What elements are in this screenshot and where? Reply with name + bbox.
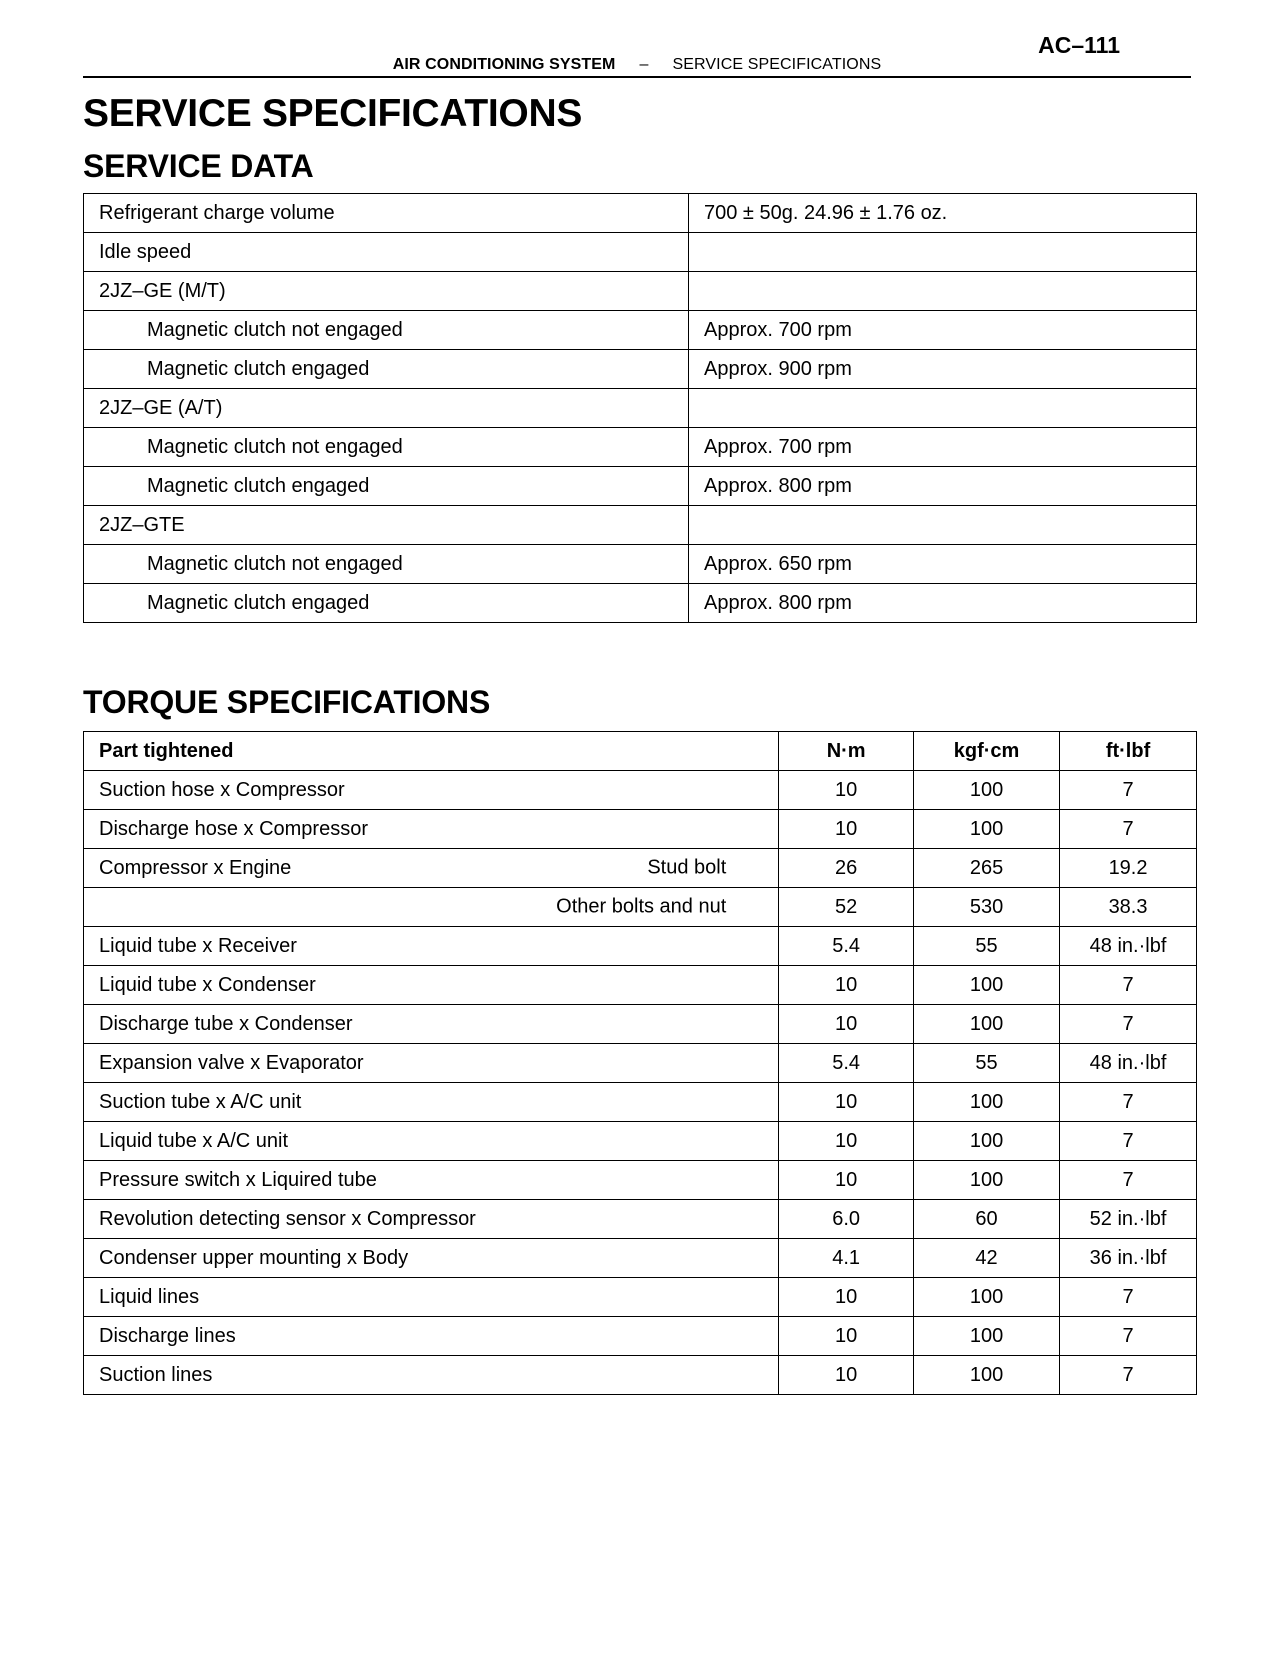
part-cell (84, 1161, 779, 1200)
service-value: Approx. 900 rpm (689, 350, 1197, 389)
ft-lbf-value: 7 (1060, 810, 1197, 849)
part-name: Revolution detecting sensor x Compressor (99, 1207, 476, 1230)
service-label: Magnetic clutch engaged (84, 350, 689, 389)
table-row (84, 810, 1197, 849)
part-name: Suction hose x Compressor (99, 778, 345, 801)
kgf-cm-value: 100 (914, 1083, 1060, 1122)
table-row (84, 1239, 1197, 1278)
nm-value: 10 (779, 1278, 914, 1317)
part-cell (84, 1005, 779, 1044)
table-row (84, 233, 1197, 272)
part-cell (84, 888, 779, 927)
nm-value: 10 (779, 1161, 914, 1200)
part-name: Discharge hose x Compressor (99, 817, 368, 840)
part-cell (84, 810, 779, 849)
nm-value: 6.0 (779, 1200, 914, 1239)
column-header-kgf-cm: kgf·cm (914, 732, 1060, 771)
service-value (689, 389, 1197, 428)
table-header-row (84, 732, 1197, 771)
page-title: SERVICE SPECIFICATIONS (83, 92, 583, 135)
kgf-cm-value: 55 (914, 927, 1060, 966)
table-row (84, 428, 1197, 467)
service-label: Refrigerant charge volume (84, 194, 689, 233)
table-row (84, 849, 1197, 888)
service-value (689, 233, 1197, 272)
part-cell (84, 1200, 779, 1239)
table-row (84, 966, 1197, 1005)
part-name: Suction tube x A/C unit (99, 1090, 302, 1113)
part-fastener: Other bolts and nut (556, 895, 727, 918)
kgf-cm-value: 530 (914, 888, 1060, 927)
service-value: Approx. 700 rpm (689, 311, 1197, 350)
ft-lbf-value: 7 (1060, 1005, 1197, 1044)
part-cell (84, 1356, 779, 1395)
service-label: Magnetic clutch not engaged (84, 428, 689, 467)
part-cell (84, 771, 779, 810)
table-row (84, 1200, 1197, 1239)
table-row (84, 1005, 1197, 1044)
ft-lbf-value: 48 in.·lbf (1060, 927, 1197, 966)
part-name: Compressor x Engine (99, 856, 292, 879)
table-row (84, 1278, 1197, 1317)
nm-value: 10 (779, 966, 914, 1005)
kgf-cm-value: 55 (914, 1044, 1060, 1083)
ft-lbf-value: 7 (1060, 1122, 1197, 1161)
part-cell (84, 1122, 779, 1161)
service-value: Approx. 800 rpm (689, 584, 1197, 623)
service-data-table (83, 193, 1197, 623)
nm-value: 4.1 (779, 1239, 914, 1278)
ft-lbf-value: 7 (1060, 1083, 1197, 1122)
nm-value: 10 (779, 1356, 914, 1395)
ft-lbf-value: 52 in.·lbf (1060, 1200, 1197, 1239)
kgf-cm-value: 100 (914, 1317, 1060, 1356)
table-row (84, 1044, 1197, 1083)
table-row (84, 467, 1197, 506)
table-row (84, 927, 1197, 966)
ft-lbf-value: 7 (1060, 1278, 1197, 1317)
running-header-section: AIR CONDITIONING SYSTEM (392, 56, 616, 73)
ft-lbf-value: 19.2 (1060, 849, 1197, 888)
ft-lbf-value: 7 (1060, 771, 1197, 810)
table-row (84, 350, 1197, 389)
part-name: Liquid tube x Receiver (99, 934, 297, 957)
table-row (84, 888, 1197, 927)
table-row (84, 272, 1197, 311)
nm-value: 5.4 (779, 927, 914, 966)
torque-table (83, 731, 1197, 1395)
ft-lbf-value: 36 in.·lbf (1060, 1239, 1197, 1278)
table-row (84, 1083, 1197, 1122)
ft-lbf-value: 7 (1060, 1356, 1197, 1395)
part-cell (84, 927, 779, 966)
nm-value: 10 (779, 810, 914, 849)
ft-lbf-value: 48 in.·lbf (1060, 1044, 1197, 1083)
table-row (84, 389, 1197, 428)
part-name: Liquid tube x A/C unit (99, 1129, 289, 1152)
table-row (84, 311, 1197, 350)
table-row (84, 1122, 1197, 1161)
table-row (84, 584, 1197, 623)
kgf-cm-value: 100 (914, 1122, 1060, 1161)
table-row (84, 545, 1197, 584)
kgf-cm-value: 100 (914, 1161, 1060, 1200)
kgf-cm-value: 42 (914, 1239, 1060, 1278)
kgf-cm-value: 60 (914, 1200, 1060, 1239)
service-label: Magnetic clutch engaged (84, 467, 689, 506)
kgf-cm-value: 265 (914, 849, 1060, 888)
nm-value: 26 (779, 849, 914, 888)
part-cell (84, 1044, 779, 1083)
service-value: 700 ± 50g. 24.96 ± 1.76 oz. (689, 194, 1197, 233)
running-header-subsection: SERVICE SPECIFICATIONS (672, 56, 882, 73)
kgf-cm-value: 100 (914, 810, 1060, 849)
service-label: Magnetic clutch not engaged (84, 311, 689, 350)
kgf-cm-value: 100 (914, 1005, 1060, 1044)
table-row (84, 194, 1197, 233)
service-value: Approx. 650 rpm (689, 545, 1197, 584)
part-cell (84, 1083, 779, 1122)
column-header-nm: N·m (779, 732, 914, 771)
service-label: 2JZ–GE (M/T) (84, 272, 689, 311)
part-name: Discharge lines (99, 1324, 236, 1347)
part-cell (84, 1278, 779, 1317)
service-label: 2JZ–GE (A/T) (84, 389, 689, 428)
service-value: Approx. 700 rpm (689, 428, 1197, 467)
nm-value: 10 (779, 1317, 914, 1356)
page-number: AC–111 (1038, 32, 1120, 58)
ft-lbf-value: 38.3 (1060, 888, 1197, 927)
nm-value: 10 (779, 1005, 914, 1044)
part-fastener: Stud bolt (647, 856, 727, 879)
ft-lbf-value: 7 (1060, 1317, 1197, 1356)
part-name: Discharge tube x Condenser (99, 1012, 353, 1035)
kgf-cm-value: 100 (914, 966, 1060, 1005)
service-value (689, 506, 1197, 545)
table-row (84, 1161, 1197, 1200)
running-header-separator: – (639, 56, 649, 73)
column-header-ft-lbf: ft·lbf (1060, 732, 1197, 771)
ft-lbf-value: 7 (1060, 1161, 1197, 1200)
service-value: Approx. 800 rpm (689, 467, 1197, 506)
part-name: Condenser upper mounting x Body (99, 1246, 409, 1269)
table-row (84, 506, 1197, 545)
nm-value: 10 (779, 771, 914, 810)
kgf-cm-value: 100 (914, 1356, 1060, 1395)
nm-value: 10 (779, 1122, 914, 1161)
part-cell (84, 849, 779, 888)
table-row (84, 771, 1197, 810)
kgf-cm-value: 100 (914, 1278, 1060, 1317)
nm-value: 5.4 (779, 1044, 914, 1083)
service-value (689, 272, 1197, 311)
part-name: Pressure switch x Liquired tube (99, 1168, 377, 1191)
service-label: Magnetic clutch not engaged (84, 545, 689, 584)
service-label: Idle speed (84, 233, 689, 272)
nm-value: 52 (779, 888, 914, 927)
part-name: Suction lines (99, 1363, 213, 1386)
running-header (83, 56, 1191, 78)
service-data-title: SERVICE DATA (83, 148, 314, 184)
torque-specifications-title: TORQUE SPECIFICATIONS (83, 684, 491, 720)
service-label: Magnetic clutch engaged (84, 584, 689, 623)
service-label: 2JZ–GTE (84, 506, 689, 545)
part-name: Liquid tube x Condenser (99, 973, 316, 996)
table-row (84, 1317, 1197, 1356)
nm-value: 10 (779, 1083, 914, 1122)
table-row (84, 1356, 1197, 1395)
kgf-cm-value: 100 (914, 771, 1060, 810)
part-cell (84, 1317, 779, 1356)
part-cell (84, 966, 779, 1005)
part-cell (84, 1239, 779, 1278)
column-header-part: Part tightened (84, 732, 779, 771)
part-name: Expansion valve x Evaporator (99, 1051, 364, 1074)
ft-lbf-value: 7 (1060, 966, 1197, 1005)
part-name: Liquid lines (99, 1285, 200, 1308)
